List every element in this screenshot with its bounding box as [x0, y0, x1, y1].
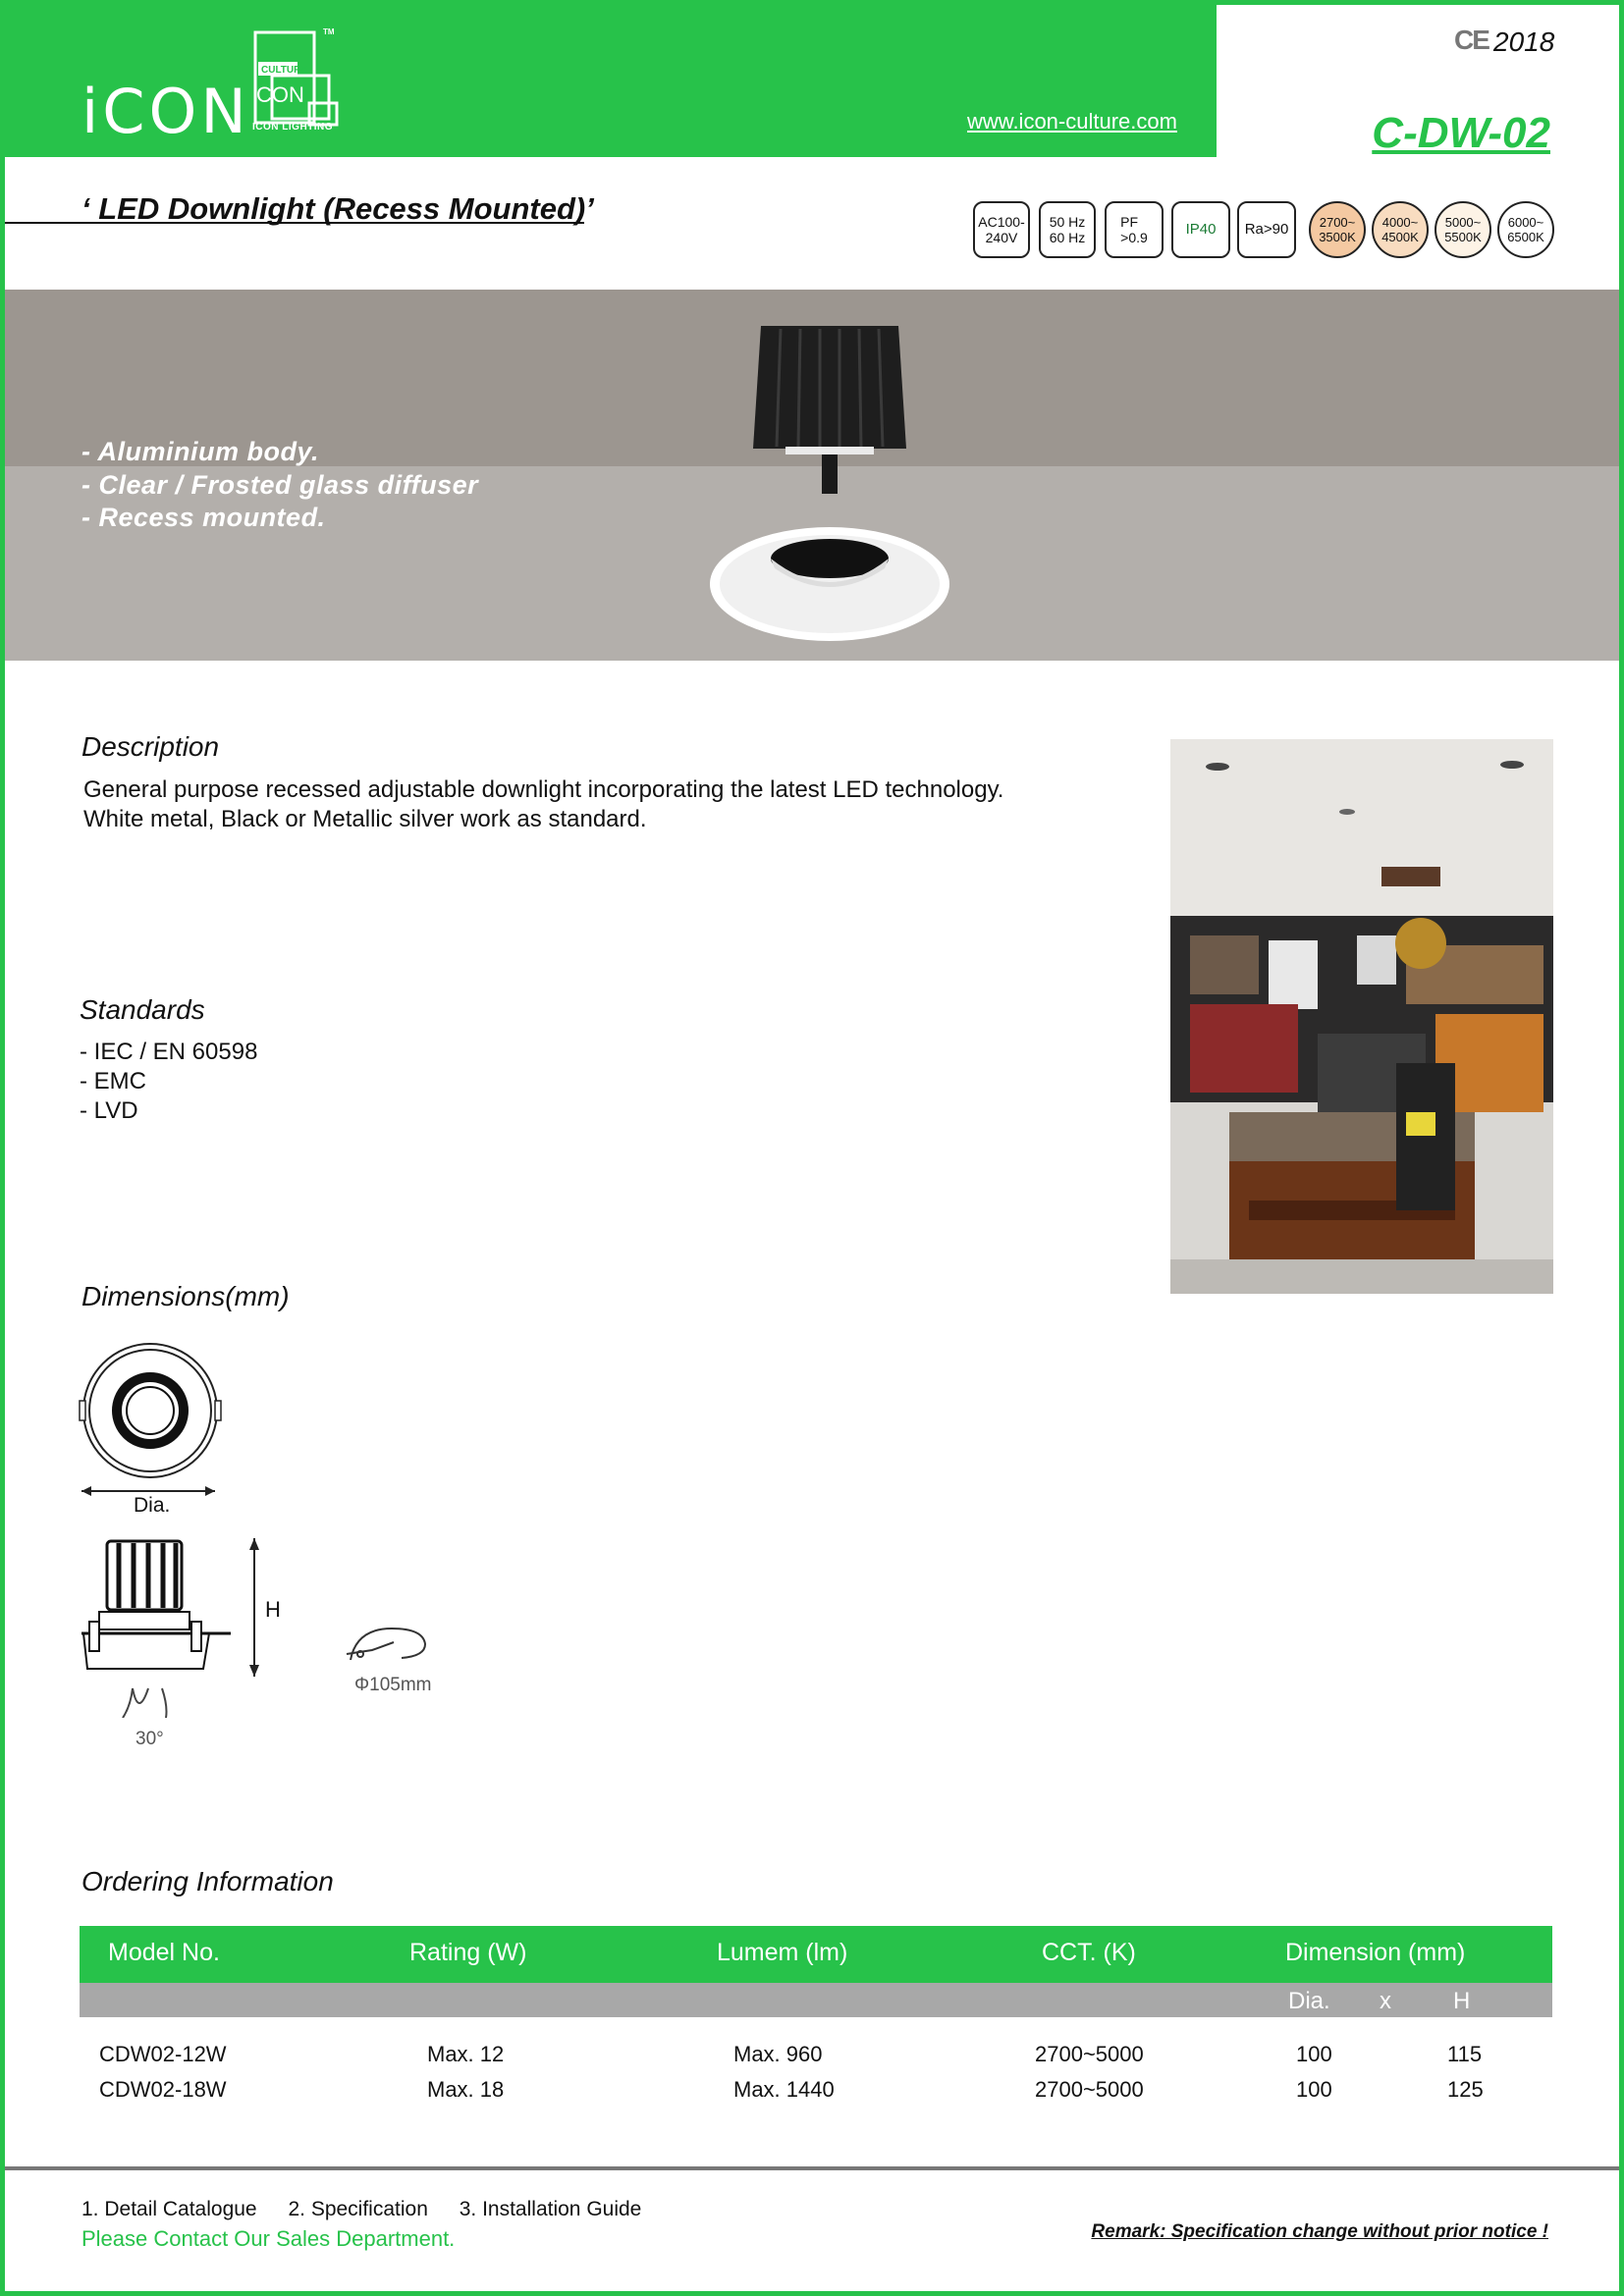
standard-item-2: - EMC — [80, 1068, 146, 1095]
dimensions-heading: Dimensions(mm) — [81, 1281, 290, 1311]
height-arrow-icon — [246, 1536, 262, 1679]
standards-heading: Standards — [80, 994, 205, 1025]
table-subheader-row — [80, 1983, 1552, 2017]
retail-store-photo — [1170, 739, 1553, 1294]
cct-badge-2700: 2700~ 3500K — [1309, 201, 1366, 258]
cell-lumen: Max. 1440 — [733, 2077, 835, 2102]
footer-divider — [5, 2166, 1624, 2170]
feature-line-2: - Clear / Frosted glass diffuser — [81, 470, 479, 500]
spec-remark: Remark: Specification change without prior notice ! — [1091, 2221, 1548, 2242]
cutout-clip-icon — [343, 1621, 431, 1670]
col-dimension: Dimension (mm) — [1285, 1939, 1466, 1966]
power-factor-badge: PF >0.9 — [1105, 201, 1164, 258]
feature-line-3: - Recess mounted. — [81, 503, 326, 532]
ce-mark-icon: CE — [1454, 25, 1489, 55]
cct-badge-6000: 6000~ 6500K — [1497, 201, 1554, 258]
downlight-product-image — [692, 311, 967, 645]
brand-logo-text: iCON — [81, 76, 250, 147]
product-banner — [5, 290, 1624, 661]
standard-item-1: - IEC / EN 60598 — [80, 1039, 258, 1065]
cell-model: CDW02-12W — [99, 2042, 227, 2066]
logo-subtitle: ICON LIGHTING — [252, 122, 334, 133]
ip-rating-badge: IP40 — [1171, 201, 1230, 258]
cct-badge-5000: 5000~ 5500K — [1435, 201, 1491, 258]
contact-sales-text: Please Contact Our Sales Department. — [81, 2226, 456, 2251]
description-line-1: General purpose recessed adjustable downlight incorporating the latest LED technology. — [83, 776, 1004, 803]
trademark-text: TM — [323, 27, 335, 36]
cell-model: CDW02-18W — [99, 2077, 227, 2102]
cri-badge: Ra>90 — [1237, 201, 1296, 258]
voltage-badge: AC100- 240V — [973, 201, 1030, 258]
height-label: H — [265, 1597, 281, 1622]
header-band — [5, 5, 1217, 157]
logo-mid-text: CON — [256, 82, 304, 107]
cell-height: 115 — [1447, 2042, 1483, 2066]
subcol-h: H — [1453, 1988, 1471, 2014]
frequency-badge: 50 Hz 60 Hz — [1039, 201, 1096, 258]
link-specification[interactable]: 2. Specification — [288, 2198, 428, 2220]
cell-height: 125 — [1447, 2077, 1484, 2102]
cell-rating: Max. 18 — [427, 2077, 505, 2102]
dia-label: Dia. — [134, 1494, 171, 1517]
tilt-angle-label: 30° — [135, 1729, 164, 1749]
cell-cct: 2700~5000 — [1035, 2042, 1144, 2066]
cutout-size-label: Φ105mm — [354, 1675, 432, 1695]
model-code: C-DW-02 — [1372, 109, 1550, 157]
subcol-x: x — [1380, 1988, 1391, 2014]
col-model: Model No. — [108, 1939, 220, 1966]
col-rating: Rating (W) — [409, 1939, 527, 1966]
cct-badge-4000: 4000~ 4500K — [1372, 201, 1429, 258]
cell-dia: 100 — [1296, 2042, 1332, 2066]
logo-top-text: CULTURE — [261, 65, 308, 76]
footer-links — [81, 2198, 667, 2221]
cell-dia: 100 — [1296, 2077, 1332, 2102]
subcol-dia: Dia. — [1288, 1988, 1330, 2014]
col-cct: CCT. (K) — [1042, 1939, 1136, 1966]
logo-icon — [250, 27, 344, 133]
catalogue-year: 2018 — [1493, 27, 1555, 57]
ordering-heading: Ordering Information — [81, 1866, 334, 1896]
link-detail-catalogue[interactable]: 1. Detail Catalogue — [81, 2198, 257, 2220]
side-view-drawing — [80, 1531, 237, 1718]
col-lumen: Lumem (lm) — [717, 1939, 848, 1966]
link-installation-guide[interactable]: 3. Installation Guide — [459, 2198, 642, 2220]
feature-line-1: - Aluminium body. — [81, 437, 319, 466]
cell-cct: 2700~5000 — [1035, 2077, 1144, 2102]
product-title: ‘ LED Downlight (Recess Mounted)’ — [81, 191, 594, 226]
standard-item-3: - LVD — [80, 1097, 138, 1124]
cell-rating: Max. 12 — [427, 2042, 505, 2066]
cell-lumen: Max. 960 — [733, 2042, 823, 2066]
website-link[interactable]: www.icon-culture.com — [967, 109, 1177, 133]
top-view-drawing — [78, 1342, 225, 1489]
description-heading: Description — [81, 731, 220, 762]
description-line-2: White metal, Black or Metallic silver work as standard. — [83, 806, 647, 832]
